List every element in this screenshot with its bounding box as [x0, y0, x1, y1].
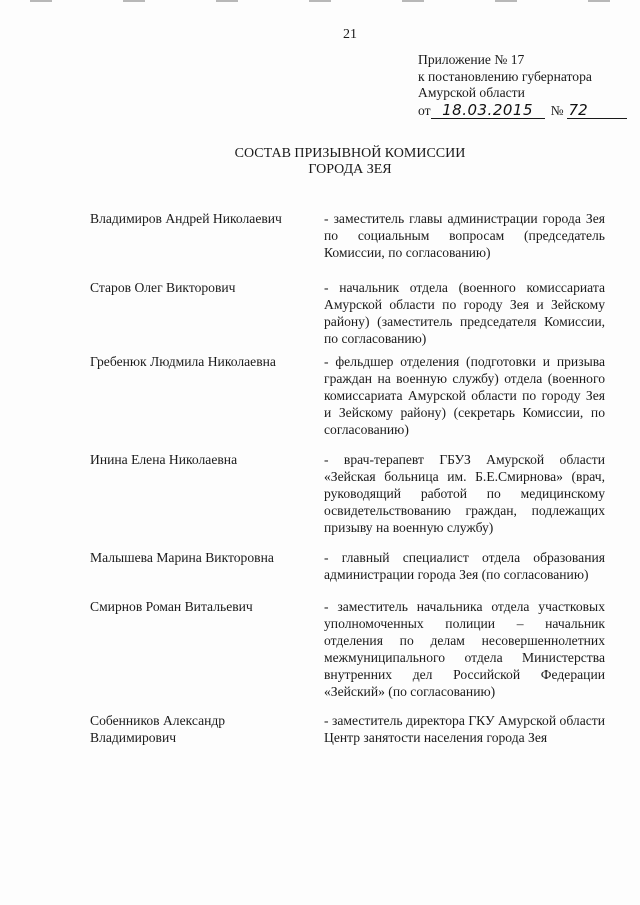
page-number: 21 — [343, 27, 357, 42]
appendix-date-line — [418, 102, 627, 120]
number-label: № — [550, 102, 564, 118]
member-name: Гребенюк Людмила Николаевна — [90, 354, 276, 369]
member-name: Инина Елена Николаевна — [90, 452, 238, 467]
appendix-title: Приложение № 17 — [418, 52, 525, 67]
appendix-region: Амурской области — [418, 85, 525, 100]
member-name: Владимиров Андрей Николаевич — [90, 211, 282, 226]
appendix-block — [418, 52, 627, 119]
member-role: - фельдшер отделения (подготовки и призыва граждан на военную службу) отдела (военного комиссариата Амурской области по городу Зея и Зейскому району) (секретарь Комиссии, по согласованию) — [324, 354, 605, 437]
member-role: - главный специалист отдела образования администрации города Зея (по согласованию) — [324, 550, 605, 582]
date-prefix: от — [418, 102, 431, 118]
title-line-1: СОСТАВ ПРИЗЫВНОЙ КОМИССИИ — [234, 146, 466, 161]
handwritten-date: 18.03.2015 — [431, 102, 545, 119]
scan-edge-marks — [30, 0, 610, 3]
member-role: - заместитель главы администрации города Зея по социальным вопросам (председатель Комиссии, по согласованию) — [324, 211, 605, 260]
member-name: Смирнов Роман Витальевич — [90, 599, 253, 614]
member-role: - заместитель начальника отдела участковых уполномоченных полиции – начальник отделения по делам несовершеннолетних межмуниципального отдела Министерства внутренних дел Российской Федерации «Зейский» (по согласованию) — [324, 599, 605, 699]
handwritten-number: 72 — [567, 102, 627, 119]
member-name: Собенников Александр Владимирович — [90, 713, 226, 745]
appendix-reference: к постановлению губернатора — [418, 68, 592, 84]
member-role: - заместитель директора ГКУ Амурской области Центр занятости населения города Зея — [324, 713, 605, 745]
document-title — [0, 146, 640, 178]
title-line-2: ГОРОДА ЗЕЯ — [308, 162, 392, 177]
member-role: - начальник отдела (военного комиссариата Амурской области по городу Зея и Зейскому району) (заместитель председателя Комиссии, по согласованию) — [324, 280, 605, 346]
member-name: Старов Олег Викторович — [90, 280, 236, 295]
member-role: - врач-терапевт ГБУЗ Амурской области «Зейская больница им. Б.Е.Смирнова» (врач, руководящий работой по медицинскому освидетельствованию граждан, подлежащих призыву на военную службу) — [324, 452, 605, 535]
member-name: Малышева Марина Викторовна — [90, 550, 274, 565]
